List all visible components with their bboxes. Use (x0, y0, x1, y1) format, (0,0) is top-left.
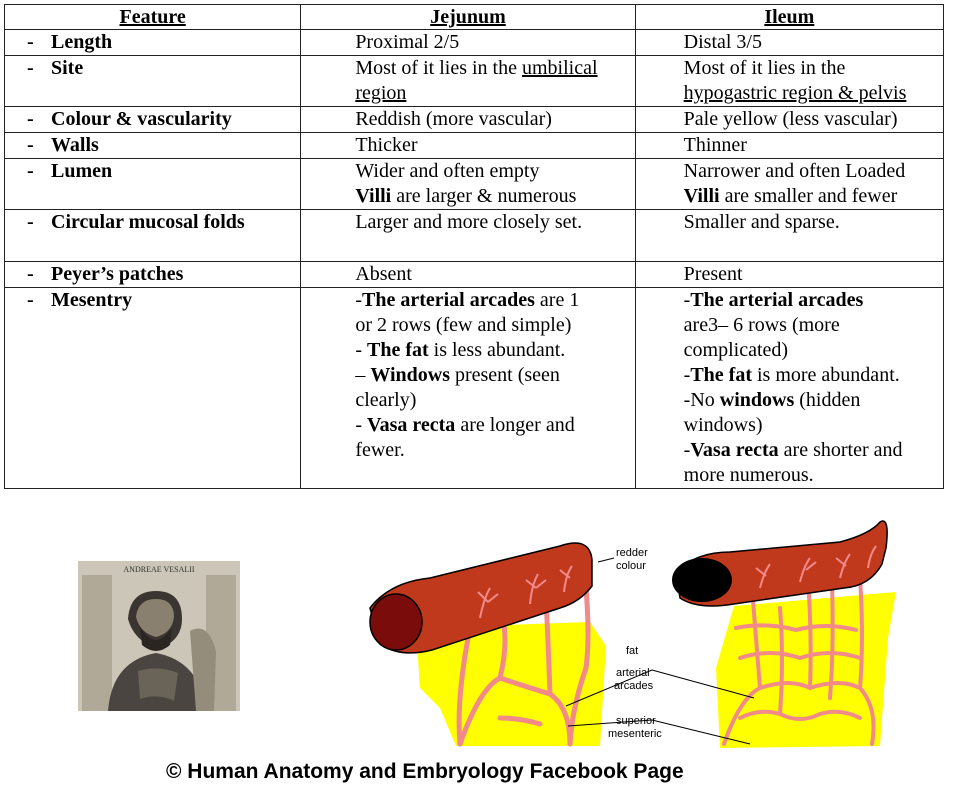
ileum-cell: Present (635, 262, 943, 288)
label-arterial: arterial (616, 667, 650, 679)
header-feature: Feature (5, 5, 301, 30)
feature-cell: - Site (5, 56, 301, 107)
jejunum-lumen (370, 594, 422, 650)
feature-cell: - Colour & vascularity (5, 107, 301, 133)
jejunum-cell: Wider and often empty Villi are larger & numerous (301, 159, 635, 210)
ileum-cell: Smaller and sparse. (635, 210, 943, 262)
ileum-cell: Narrower and often Loaded Villi are smaller and fewer (635, 159, 943, 210)
jejunum-cell: Proximal 2/5 (301, 30, 635, 56)
label-fat: fat (626, 645, 639, 657)
label-mesenteric: mesenteric (608, 728, 662, 740)
table-row (5, 133, 944, 159)
table-row (5, 30, 944, 56)
vesalius-portrait (78, 561, 240, 711)
table-row (5, 107, 944, 133)
comparison-table (4, 4, 944, 489)
jejunum-cell: Reddish (more vascular) (301, 107, 635, 133)
table-row (5, 56, 944, 107)
ileum-cell: -The arterial arcades are3– 6 rows (more complicated) -The fat is more abundant. -No windows (hidden windows) -Vasa recta are shorter and more numerous. (635, 288, 943, 489)
header-jejunum: Jejunum (301, 5, 635, 30)
ileum-lumen (672, 558, 732, 602)
label-arcades: arcades (614, 680, 654, 692)
jejunum-cell: Thicker (301, 133, 635, 159)
feature-cell: - Length (5, 30, 301, 56)
feature-cell: - Walls (5, 133, 301, 159)
header-row (5, 5, 944, 30)
table-row (5, 262, 944, 288)
jejunum-cell: Most of it lies in the umbilical region (301, 56, 635, 107)
table-row (5, 210, 944, 262)
jejunum-cell: Absent (301, 262, 635, 288)
footer-credit: © Human Anatomy and Embryology Facebook Page (166, 760, 684, 783)
ileum-cell: Distal 3/5 (635, 30, 943, 56)
label-superior: superior (616, 715, 656, 727)
ileum-cell: Pale yellow (less vascular) (635, 107, 943, 133)
label-redder: redder (616, 547, 648, 559)
jejunum-cell: Larger and more closely set. (301, 210, 635, 262)
table-row (5, 159, 944, 210)
feature-cell: - Mesentry (5, 288, 301, 489)
table-row (5, 288, 944, 489)
portrait-caption: ANDREAE VESALII (123, 565, 195, 574)
ileum-cell: Most of it lies in the hypogastric region & pelvis (635, 56, 943, 107)
feature-cell: - Circular mucosal folds (5, 210, 301, 262)
header-ileum: Ileum (635, 5, 943, 30)
feature-cell: - Peyer’s patches (5, 262, 301, 288)
label-colour: colour (616, 560, 646, 572)
ileum-fat (716, 592, 896, 748)
ileum-cell: Thinner (635, 133, 943, 159)
feature-cell: - Lumen (5, 159, 301, 210)
jejunum-cell: -The arterial arcades are 1 or 2 rows (few and simple) - The fat is less abundant. – Windows present (seen clearly) - Vasa recta are longer and fewer. (301, 288, 635, 489)
jejunum-ileum-diagram (360, 518, 954, 752)
